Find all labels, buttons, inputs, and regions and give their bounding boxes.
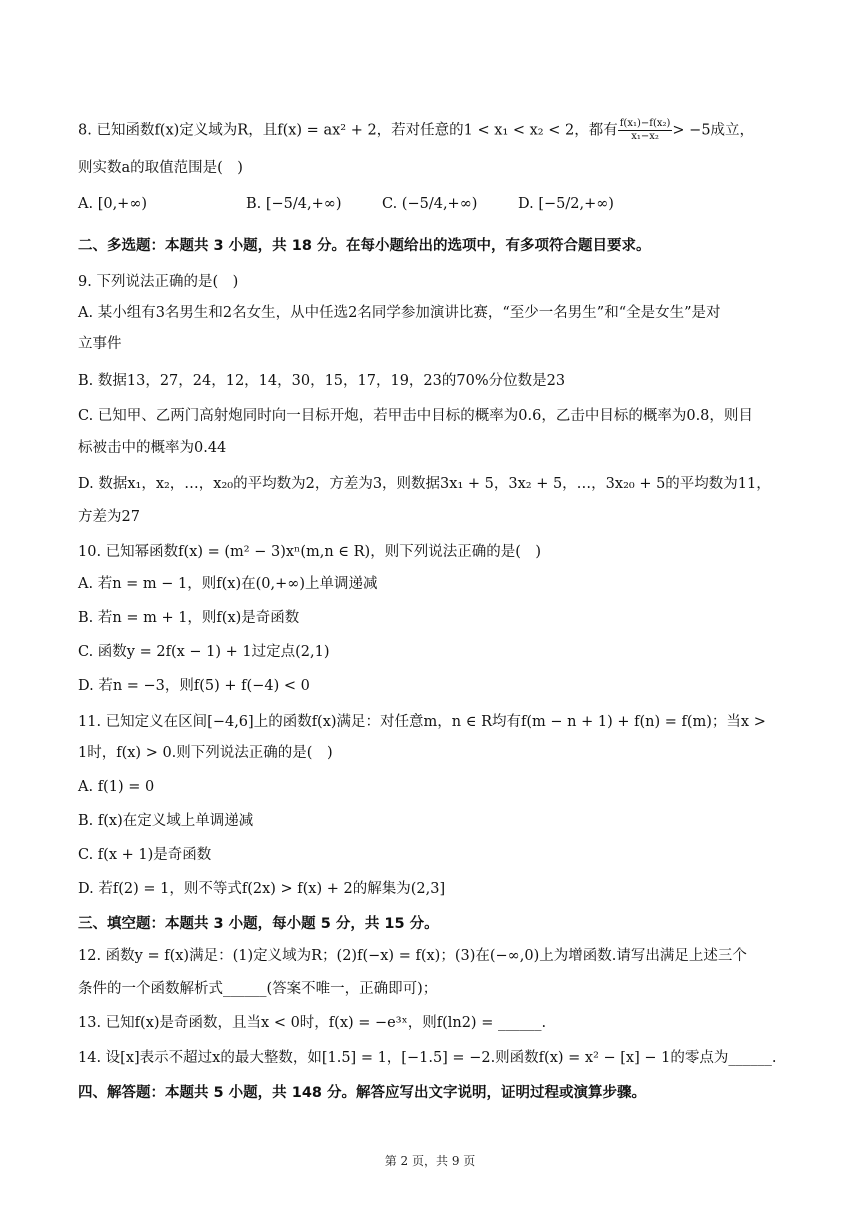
q10-option-c: C. 函数y = 2f(x − 1) + 1过定点(2,1) bbox=[78, 644, 330, 660]
q14: 14. 设[x]表示不超过x的最大整数，如[1.5] = 1，[−1.5] = −2.则函数f(x) = x² − [x] − 1的零点为______. bbox=[78, 1050, 777, 1066]
q8-line2: 则实数a的取值范围是( ) bbox=[78, 160, 243, 176]
q11-stem-line2: 1时，f(x) > 0.则下列说法正确的是( ) bbox=[78, 745, 333, 761]
q8-option-a: A. [0,+∞) bbox=[78, 196, 148, 212]
q10-option-d: D. 若n = −3，则f(5) + f(−4) < 0 bbox=[78, 678, 310, 694]
q8-line1 bbox=[78, 118, 800, 143]
q8-frac-numerator: f(x₁)−f(x₂) bbox=[619, 118, 671, 129]
q9-stem: 9. 下列说法正确的是( ) bbox=[78, 274, 239, 290]
q8-frac-denominator: x₁−x₂ bbox=[631, 131, 659, 142]
q13: 13. 已知f(x)是奇函数，且当x < 0时，f(x) = −e³ˣ，则f(ln2) = ______. bbox=[78, 1015, 547, 1031]
q8-fraction bbox=[618, 118, 673, 143]
q9-option-d-line2: 方差为27 bbox=[78, 509, 140, 525]
q10-option-a: A. 若n = m − 1，则f(x)在(0,+∞)上单调递减 bbox=[78, 576, 378, 592]
q12-line1: 12. 函数y = f(x)满足：(1)定义域为R；(2)f(−x) = f(x)；(3)在(−∞,0)上为增函数.请写出满足上述三个 bbox=[78, 948, 747, 964]
q11-option-c: C. f(x + 1)是奇函数 bbox=[78, 847, 212, 863]
section-4-heading: 四、解答题：本题共 5 小题，共 148 分。解答应写出文字说明，证明过程或演算步骤。 bbox=[78, 1085, 647, 1101]
q9-option-b: B. 数据13，27，24，12，14，30，15，17，19，23的70%分位数是23 bbox=[78, 373, 566, 389]
q11-option-d: D. 若f(2) = 1，则不等式f(2x) > f(x) + 2的解集为(2,3] bbox=[78, 881, 446, 897]
q8-stem-text: 8. 已知函数f(x)定义域为R，且f(x) = ax² + 2，若对任意的1 < x₁ < x₂ < 2，都有 bbox=[78, 122, 618, 139]
q9-option-a-line1: A. 某小组有3名男生和2名女生，从中任选2名同学参加演讲比赛，“至少一名男生”和“全是女生”是对 bbox=[78, 305, 721, 321]
q8-option-d: D. [−5/2,+∞) bbox=[518, 196, 614, 212]
q9-option-c-line2: 标被击中的概率为0.44 bbox=[78, 440, 227, 456]
q8-options bbox=[78, 196, 798, 218]
q9-option-d-line1: D. 数据x₁，x₂，…，x₂₀的平均数为2，方差为3，则数据3x₁ + 5，3x₂ + 5，…，3x₂₀ + 5的平均数为11， bbox=[78, 476, 771, 492]
page-footer: 第 2 页，共 9 页 bbox=[384, 1154, 476, 1168]
q11-stem-line1: 11. 已知定义在区间[−4,6]上的函数f(x)满足：对任意m，n ∈ R均有f(m − n + 1) + f(n) = f(m)；当x > bbox=[78, 714, 766, 730]
q8-option-b: B. [−5/4,+∞) bbox=[246, 196, 342, 212]
q11-option-b: B. f(x)在定义域上单调递减 bbox=[78, 813, 254, 829]
q8-stem-tail: > −5成立， bbox=[672, 122, 755, 139]
q10-stem: 10. 已知幂函数f(x) = (m² − 3)xⁿ(m,n ∈ R)，则下列说法正确的是( ) bbox=[78, 544, 542, 560]
q10-option-b: B. 若n = m + 1，则f(x)是奇函数 bbox=[78, 610, 300, 626]
q9-option-a-line2: 立事件 bbox=[78, 336, 122, 352]
q11-option-a: A. f(1) = 0 bbox=[78, 779, 155, 795]
q12-line2: 条件的一个函数解析式______(答案不唯一，正确即可)； bbox=[78, 981, 438, 997]
section-3-heading: 三、填空题：本题共 3 小题，每小题 5 分，共 15 分。 bbox=[78, 916, 439, 932]
section-2-heading: 二、多选题：本题共 3 小题，共 18 分。在每小题给出的选项中，有多项符合题目要求。 bbox=[78, 238, 651, 254]
q9-option-c-line1: C. 已知甲、乙两门高射炮同时向一目标开炮，若甲击中目标的概率为0.6，乙击中目标的概率为0.8，则目 bbox=[78, 408, 753, 424]
q8-option-c: C. (−5/4,+∞) bbox=[382, 196, 478, 212]
